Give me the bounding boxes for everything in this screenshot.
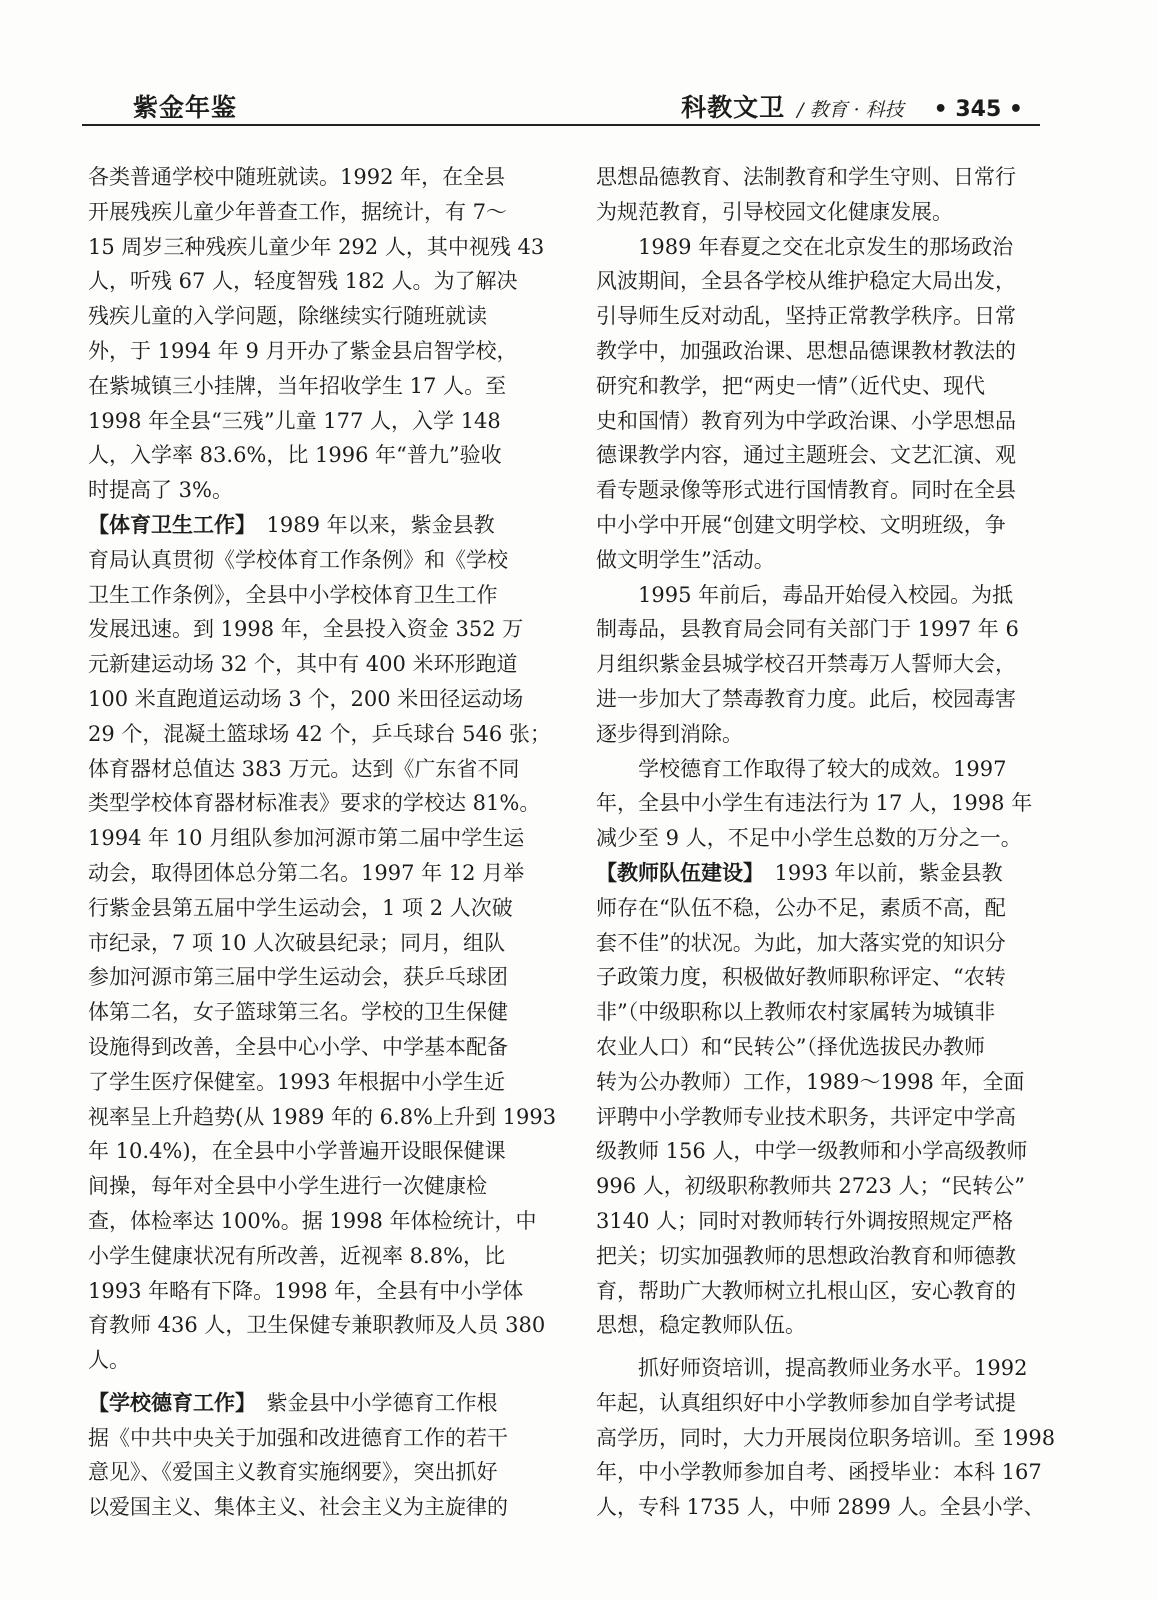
text-line: 动会，取得团体总分第二名。1997 年 12 月举 <box>88 860 525 885</box>
text-line: 视率呈上升趋势(从 1989 年的 6.8%上升到 1993 <box>88 1104 557 1129</box>
text-line: 1994 年 10 月组队参加河源市第二届中学生运 <box>88 826 525 851</box>
text-line: 年起，认真组织好中小学教师参加自学考试提 <box>596 1390 1016 1415</box>
text-line: 100 米直跑道运动场 3 个，200 米田径运动场 <box>88 686 524 711</box>
text-line: 元新建运动场 32 个，其中有 400 米环形跑道 <box>88 652 518 677</box>
text-line: 看专题录像等形式进行国情教育。同时在全县 <box>596 478 1016 503</box>
text-line: 转为公办教师）工作，1989～1998 年，全面 <box>596 1069 1025 1094</box>
text-line: 参加河源市第三届中学生运动会，获乒乓球团 <box>88 965 508 990</box>
text-line: 在紫城镇三小挂牌，当年招收学生 17 人。至 <box>88 373 507 398</box>
text-line: 市纪录，7 项 10 人次破县纪录；同月，组队 <box>88 930 506 955</box>
text-line: 发展迅速。到 1998 年，全县投入资金 352 万 <box>88 617 524 642</box>
text-line: 减少至 9 人，不足中小学生总数的万分之一。 <box>596 826 1022 851</box>
text-line: 评聘中小学教师专业技术职务，共评定中学高 <box>596 1104 1016 1129</box>
text-line: 3140 人；同时对教师转行外调按照规定严格 <box>596 1208 1014 1233</box>
text-line: 类型学校体育器材标准表》要求的学校达 81%。 <box>88 791 541 816</box>
yearbook-title: 紫金年鉴 <box>133 93 238 122</box>
text-line: 育教师 436 人，卫生保健专兼职教师及人员 380 <box>88 1313 546 1338</box>
text-line: 体第二名，女子篮球第三名。学校的卫生保健 <box>88 1000 508 1025</box>
text-line: 高学历，同时，大力开展岗位职务培训。至 1998 <box>596 1425 1056 1450</box>
text-line: 1998 年全县“三残”儿童 177 人，入学 148 <box>88 408 501 433</box>
text-line: 以爱国主义、集体主义、社会主义为主旋律的 <box>88 1495 508 1520</box>
text-line: 级教师 156 人，中学一级教师和小学高级教师 <box>596 1139 1028 1164</box>
text-line: 15 周岁三种残疾儿童少年 292 人，其中视残 43 <box>88 234 545 259</box>
text-line: 思想品德教育、法制教育和学生守则、日常行 <box>596 165 1016 189</box>
right-column <box>596 160 1066 1525</box>
text-line: 1995 年前后，毒品开始侵入校园。为抵 <box>638 582 1014 607</box>
text-line: 为规范教育，引导校园文化健康发展。 <box>596 199 953 224</box>
subsection-title: / 教育 · 科技 <box>797 99 904 121</box>
text-line: 做文明学生”活动。 <box>596 547 775 572</box>
text-line: 进一步加大了禁毒教育力度。此后，校园毒害 <box>596 686 1016 711</box>
text-line: 年，中小学教师参加自考、函授毕业：本科 167 <box>596 1460 1042 1485</box>
text-line: 月组织紫金县城学校召开禁毒万人誓师大会， <box>596 652 1016 677</box>
text-line: 研究和教学，把“两史一情”（近代史、现代 <box>596 373 985 398</box>
text-line: 学校德育工作取得了较大的成效。1997 <box>638 756 1007 781</box>
text-line: 据《中共中央关于加强和改进德育工作的若干 <box>88 1425 508 1450</box>
text-line: 【教师队伍建设】 1993 年以前，紫金县教 <box>596 860 1003 885</box>
text-line: 残疾儿童的入学问题，除继续实行随班就读 <box>88 304 487 329</box>
text-line: 非”（中级职称以上教师农村家属转为城镇非 <box>596 1000 996 1025</box>
text-line: 史和国情）教育列为中学政治课、小学思想品 <box>596 408 1016 433</box>
text-line: 人。 <box>88 1348 130 1373</box>
text-line: 育，帮助广大教师树立扎根山区，安心教育的 <box>596 1278 1016 1303</box>
text-line: 风波期间，全县各学校从维护稳定大局出发， <box>596 269 1016 294</box>
text-line: 制毒品，县教育局会同有关部门于 1997 年 6 <box>596 617 1019 642</box>
text-line: 农业人口）和“民转公”（择优选拔民办教师 <box>596 1034 985 1059</box>
left-column <box>88 160 557 1525</box>
text-line: 套不佳”的状况。为此，加大落实党的知识分 <box>596 930 1006 955</box>
text-line: 抓好师资培训，提高教师业务水平。1992 <box>638 1356 1028 1381</box>
text-line: 【体育卫生工作】 1989 年以来，紫金县教 <box>88 512 495 537</box>
header-rule <box>82 124 1040 126</box>
text-line: 把关；切实加强教师的思想政治教育和师德教 <box>596 1243 1016 1268</box>
text-line: 子政策力度，积极做好教师职称评定、“农转 <box>596 965 1006 990</box>
text-line: 年 10.4%)，在全县中小学普遍开设眼保健课 <box>88 1139 506 1164</box>
text-line: 行紫金县第五届中学生运动会，1 项 2 人次破 <box>88 895 513 920</box>
text-line: 查，体检率达 100%。据 1998 年体检统计，中 <box>88 1208 537 1233</box>
text-line: 了学生医疗保健室。1993 年根据中小学生近 <box>88 1069 506 1094</box>
text-line: 设施得到改善，全县中心小学、中学基本配备 <box>88 1034 508 1059</box>
text-line: 逐步得到消除。 <box>596 721 743 746</box>
text-line: 育局认真贯彻《学校体育工作条例》和《学校 <box>88 547 508 572</box>
text-line: 中小学中开展“创建文明学校、文明班级，争 <box>596 512 1006 537</box>
text-line: 人，入学率 83.6%，比 1996 年“普九”验收 <box>88 443 502 468</box>
text-line: 卫生工作条例》，全县中小学校体育卫生工作 <box>88 582 498 607</box>
text-line: 开展残疾儿童少年普查工作，据统计，有 7～ <box>88 199 508 224</box>
text-line: 间操，每年对全县中小学生进行一次健康检 <box>88 1174 487 1199</box>
text-line: 德课教学内容，通过主题班会、文艺汇演、观 <box>596 443 1016 468</box>
text-line: 引导师生反对动乱，坚持正常教学秩序。日常 <box>596 304 1016 329</box>
text-line: 29 个，混凝土篮球场 42 个，乒乓球台 546 张； <box>88 721 551 746</box>
text-line: 思想，稳定教师队伍。 <box>596 1313 806 1338</box>
text-line: 意见》、《爱国主义教育实施纲要》，突出抓好 <box>88 1460 498 1485</box>
text-line: 师存在“队伍不稳，公办不足，素质不高，配 <box>596 895 1006 920</box>
text-line: 人，专科 1735 人，中师 2899 人。全县小学、 <box>596 1495 1045 1520</box>
text-line: 996 人，初级职称教师共 2723 人；“民转公” <box>596 1174 1026 1199</box>
section-keyword: 【学校德育工作】 <box>88 1390 246 1415</box>
text-line: 时提高了 3%。 <box>88 478 233 503</box>
section-keyword: 【体育卫生工作】 <box>88 512 246 537</box>
text-line: 小学生健康状况有所改善，近视率 8.8%，比 <box>88 1243 506 1268</box>
text-line: 1993 年略有下降。1998 年，全县有中小学体 <box>88 1278 524 1303</box>
running-header <box>681 88 1023 124</box>
text-line: 年，全县中小学生有违法行为 17 人，1998 年 <box>596 791 1033 816</box>
text-line: 【学校德育工作】 紫金县中小学德育工作根 <box>88 1390 498 1415</box>
text-line: 外，于 1994 年 9 月开办了紫金县启智学校， <box>88 338 518 363</box>
text-line: 体育器材总值达 383 万元。达到《广东省不同 <box>88 756 520 781</box>
text-line: 各类普通学校中随班就读。1992 年，在全县 <box>88 165 506 189</box>
text-line: 1989 年春夏之交在北京发生的那场政治 <box>638 234 1014 259</box>
section-title: 科教文卫 <box>681 93 786 122</box>
page-number: • 345 • <box>933 97 1023 122</box>
text-line: 教学中，加强政治课、思想品德课教材教法的 <box>596 338 1016 363</box>
text-line: 人，听残 67 人，轻度智残 182 人。为了解决 <box>88 269 518 294</box>
section-keyword: 【教师队伍建设】 <box>596 860 754 885</box>
